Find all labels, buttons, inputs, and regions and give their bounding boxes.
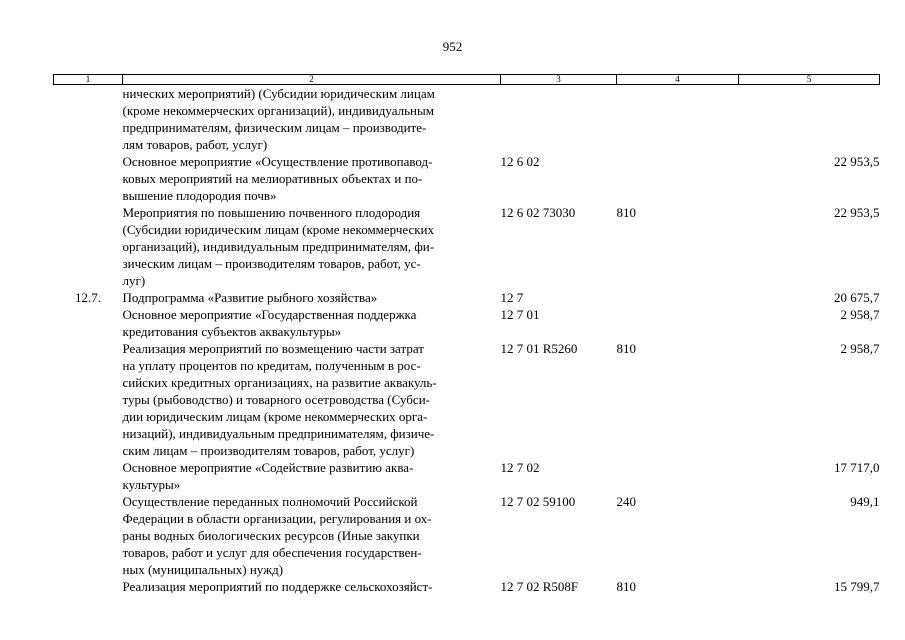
row-amount: 15 799,7 bbox=[834, 579, 880, 594]
row-number bbox=[54, 340, 123, 459]
header-col-2: 2 bbox=[123, 75, 501, 85]
description-line: Осуществление переданных полномочий Российской bbox=[122, 494, 418, 509]
description-line: Подпрограмма «Развитие рыбного хозяйства» bbox=[122, 290, 378, 305]
description-line: раны водных биологических ресурсов (Иные закупки bbox=[122, 528, 420, 543]
row-target-code: 12 7 01 R5260 bbox=[500, 341, 578, 356]
description-line: ных (муниципальных) нужд) bbox=[122, 562, 284, 577]
row-description bbox=[123, 204, 501, 289]
row-number: 12.7. bbox=[75, 290, 101, 305]
description-line: сийских кредитных организациях, на развитие аквакуль- bbox=[122, 375, 437, 390]
description-line: культуры» bbox=[122, 477, 181, 492]
table-row bbox=[54, 204, 880, 289]
table-row bbox=[54, 289, 880, 306]
row-number bbox=[54, 459, 123, 493]
description-line: (Субсидии юридическим лицам (кроме некоммерческих bbox=[122, 222, 435, 237]
row-description bbox=[123, 153, 501, 204]
row-expense-type: 810 bbox=[616, 205, 636, 220]
row-target-code: 12 7 bbox=[500, 290, 524, 305]
row-amount: 2 958,7 bbox=[840, 341, 880, 356]
row-target-code: 12 7 02 bbox=[500, 460, 540, 475]
description-line: Основное мероприятие «Содействие развитию аква- bbox=[122, 460, 414, 475]
description-line: Реализация мероприятий по поддержке сельскохозяйст- bbox=[122, 579, 433, 594]
description-line: товаров, работ и услуг для обеспечения государствен- bbox=[122, 545, 422, 560]
row-expense-type bbox=[617, 306, 739, 340]
description-line: луг) bbox=[122, 273, 146, 288]
table-row bbox=[54, 578, 880, 595]
row-description bbox=[123, 578, 501, 595]
header-col-4: 4 bbox=[617, 75, 739, 85]
row-target-code bbox=[501, 85, 617, 154]
description-line: зическим лицам – производителям товаров, работ, ус- bbox=[122, 256, 421, 271]
description-line: лям товаров, работ, услуг) bbox=[122, 137, 268, 152]
row-amount: 22 953,5 bbox=[834, 205, 880, 220]
row-target-code: 12 6 02 73030 bbox=[500, 205, 576, 220]
row-description bbox=[123, 459, 501, 493]
row-amount: 2 958,7 bbox=[840, 307, 880, 322]
description-line: низаций), индивидуальным предпринимателям, физиче- bbox=[122, 426, 435, 441]
row-number bbox=[54, 204, 123, 289]
row-number bbox=[54, 493, 123, 578]
description-line: (кроме некоммерческих организаций), индивидуальным bbox=[122, 103, 434, 118]
description-line: ским лицам – производителям товаров, работ, услуг) bbox=[122, 443, 415, 458]
header-row bbox=[54, 75, 880, 85]
table-row bbox=[54, 459, 880, 493]
row-target-code: 12 7 02 R508F bbox=[500, 579, 579, 594]
row-number bbox=[54, 85, 123, 154]
row-amount: 22 953,5 bbox=[834, 154, 880, 169]
header-col-1: 1 bbox=[54, 75, 123, 85]
row-description bbox=[123, 340, 501, 459]
row-target-code: 12 7 02 59100 bbox=[500, 494, 576, 509]
row-amount: 949,1 bbox=[850, 494, 880, 509]
row-description bbox=[123, 493, 501, 578]
row-number bbox=[54, 153, 123, 204]
table-row bbox=[54, 153, 880, 204]
description-line: Мероприятия по повышению почвенного плодородия bbox=[122, 205, 421, 220]
row-expense-type: 240 bbox=[616, 494, 636, 509]
row-target-code: 12 7 01 bbox=[500, 307, 540, 322]
row-number bbox=[54, 578, 123, 595]
description-line: Основное мероприятие «Осуществление противопавод- bbox=[122, 154, 433, 169]
table-row bbox=[54, 340, 880, 459]
row-expense-type bbox=[617, 459, 739, 493]
description-line: туры (рыбоводство) и товарного осетроводства (Субси- bbox=[122, 392, 430, 407]
budget-table bbox=[53, 74, 880, 595]
description-line: вышение плодородия почв» bbox=[122, 188, 277, 203]
row-expense-type bbox=[617, 153, 739, 204]
row-expense-type: 810 bbox=[616, 579, 636, 594]
row-description bbox=[123, 85, 501, 154]
table-row bbox=[54, 493, 880, 578]
row-description bbox=[123, 289, 501, 306]
row-expense-type bbox=[617, 85, 739, 154]
row-expense-type bbox=[617, 289, 739, 306]
description-line: Реализация мероприятий по возмещению части затрат bbox=[122, 341, 424, 356]
description-line: Основное мероприятие «Государственная поддержка bbox=[122, 307, 417, 322]
table-header bbox=[54, 75, 880, 85]
row-number bbox=[54, 306, 123, 340]
description-line: предпринимателям, физическим лицам – производите- bbox=[122, 120, 427, 135]
row-amount bbox=[739, 85, 880, 154]
description-line: на уплату процентов по кредитам, полученным в рос- bbox=[122, 358, 421, 373]
description-line: Федерации в области организации, регулирования и ох- bbox=[122, 511, 432, 526]
table-body bbox=[54, 85, 880, 596]
table-row bbox=[54, 306, 880, 340]
row-target-code: 12 6 02 bbox=[500, 154, 540, 169]
description-line: нических мероприятий) (Субсидии юридическим лицам bbox=[122, 86, 435, 101]
header-col-3: 3 bbox=[501, 75, 617, 85]
row-expense-type: 810 bbox=[616, 341, 636, 356]
description-line: дии юридическим лицам (кроме некоммерческих орга- bbox=[122, 409, 428, 424]
description-line: кредитования субъектов аквакультуры» bbox=[122, 324, 342, 339]
description-line: ковых мероприятий на мелиоративных объектах и по- bbox=[122, 171, 423, 186]
row-amount: 17 717,0 bbox=[834, 460, 880, 475]
header-col-5: 5 bbox=[739, 75, 880, 85]
table-row bbox=[54, 85, 880, 154]
row-description bbox=[123, 306, 501, 340]
description-line: организаций), индивидуальным предпринимателям, фи- bbox=[122, 239, 435, 254]
row-amount: 20 675,7 bbox=[834, 290, 880, 305]
page-number: 952 bbox=[442, 39, 463, 54]
